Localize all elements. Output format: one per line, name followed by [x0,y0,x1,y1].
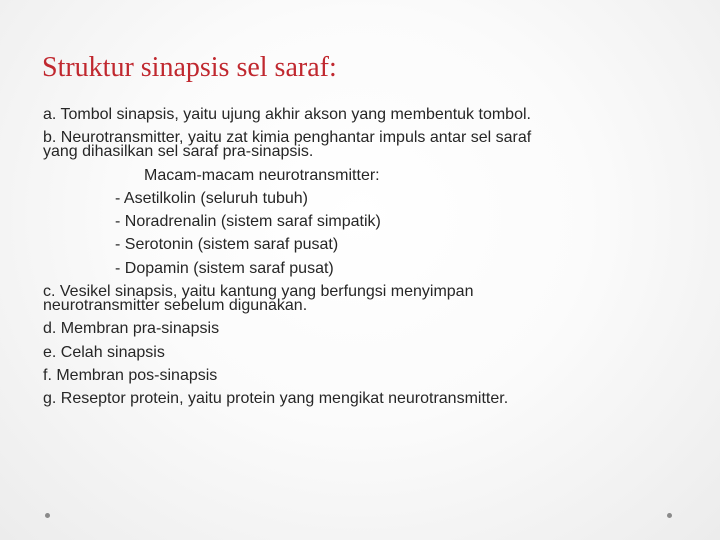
body-line-b-cont: yang dihasilkan sel saraf pra-sinapsis. [43,143,314,161]
slide-title: Struktur sinapsis sel saraf: [42,52,337,83]
body-line-c-cont: neurotransmitter sebelum digunakan. [43,297,308,315]
slide-body [43,107,703,407]
body-line-e: e. Celah sinapsis [43,343,165,361]
body-line-a: a. Tombol sinapsis, yaitu ujung akhir akson yang membentuk tombol. [43,106,531,123]
neurotransmitter-item-2: - Noradrenalin (sistem saraf simpatik) [115,213,381,231]
neurotransmitter-item-1: - Asetilkolin (seluruh tubuh) [115,189,308,207]
body-line-c: c. Vesikel sinapsis, yaitu kantung yang berfungsi menyimpan [43,283,474,301]
neurotransmitter-heading: Macam-macam neurotransmitter: [144,166,380,184]
decorative-dot-right [667,513,672,518]
decorative-dot-left [45,513,50,518]
body-line-d: d. Membran pra-sinapsis [43,320,220,338]
neurotransmitter-item-4: - Dopamin (sistem saraf pusat) [115,259,334,277]
body-line-f: f. Membran pos-sinapsis [43,366,218,384]
neurotransmitter-item-3: - Serotonin (sistem saraf pusat) [115,236,339,254]
body-line-g: g. Reseptor protein, yaitu protein yang mengikat neurotransmitter. [43,390,509,408]
body-line-b: b. Neurotransmitter, yaitu zat kimia penghantar impuls antar sel saraf [43,129,532,147]
